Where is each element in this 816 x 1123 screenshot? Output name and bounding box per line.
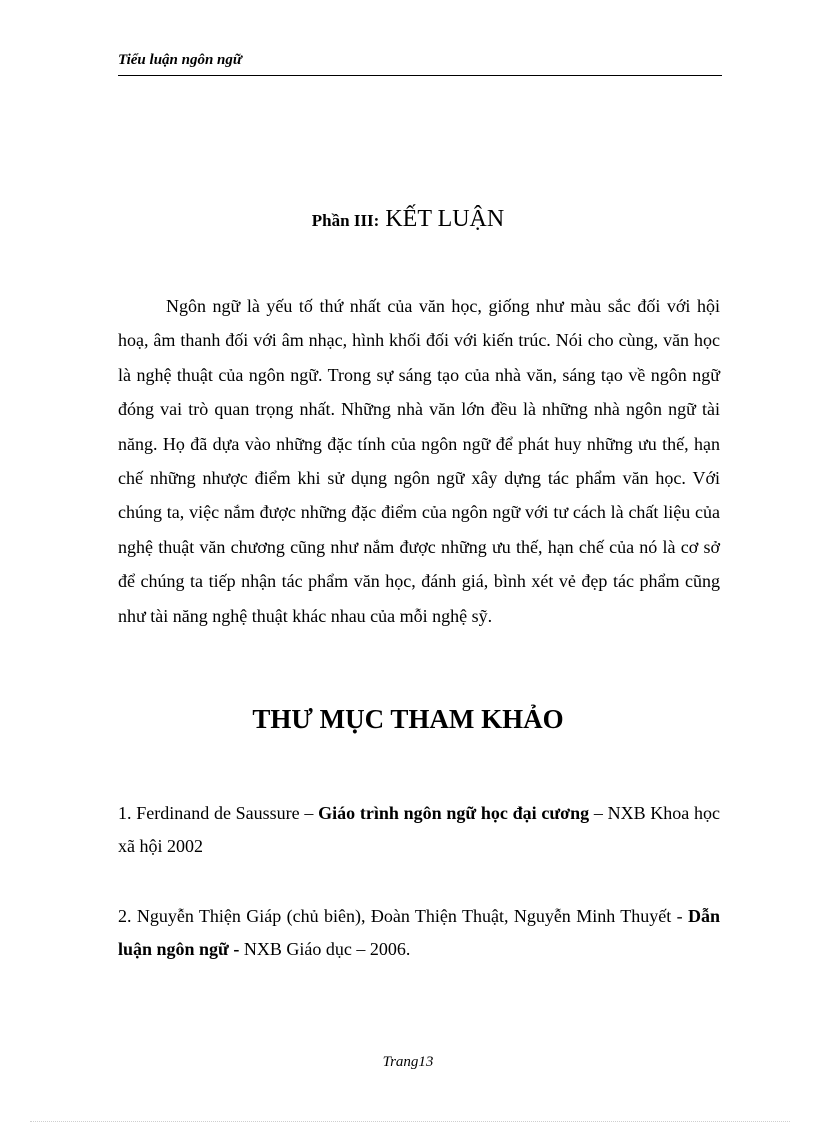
- page-edge-divider: [30, 1121, 790, 1122]
- section-title: KẾT LUẬN: [385, 206, 505, 232]
- page-number: Trang13: [382, 1054, 434, 1070]
- reference-work: Giáo trình ngôn ngữ học đại cương: [318, 803, 590, 823]
- header-title: Tiểu luận ngôn ngữ: [118, 52, 242, 68]
- reference-tail: NXB Giáo dục – 2006.: [239, 939, 411, 959]
- reference-lead: 1. Ferdinand de Saussure –: [118, 803, 319, 823]
- reference-work: Dẫn luận ngôn ngữ -: [118, 906, 720, 959]
- section-heading: [0, 206, 816, 233]
- running-header: [118, 52, 722, 76]
- bibliography-title: THƯ MỤC THAM KHẢO: [252, 704, 564, 734]
- conclusion-paragraph: Ngôn ngữ là yếu tố thứ nhất của văn học, giống như màu sắc đối với hội hoạ, âm thanh đối với âm nhạc, hình khối đối với kiến trúc. Nói cho cùng, văn học là nghệ thuật của ngôn ngữ. Trong sự sáng tạo của nhà văn, sáng tạo về ngôn ngữ đóng vai trò quan trọng nhất. Những nhà văn lớn đều là những nhà ngôn ngữ tài năng. Họ đã dựa vào những đặc tính của ngôn ngữ để phát huy những ưu thế, hạn chế những nhược điểm khi sử dụng ngôn ngữ xây dựng tác phẩm văn học. Với chúng ta, việc nắm được những đặc điểm của ngôn ngữ với tư cách là chất liệu của nghệ thuật văn chương cũng như nắm được những ưu thế, hạn chế của nó là cơ sở để chúng ta tiếp nhận tác phẩm văn học, đánh giá, bình xét vẻ đẹp tác phẩm cũng như tài năng nghệ thuật khác nhau của mỗi nghệ sỹ.: [118, 296, 720, 626]
- reference-item: [118, 797, 720, 863]
- section-prefix: Phần III:: [311, 211, 380, 230]
- reference-lead: 2. Nguyễn Thiện Giáp (chủ biên), Đoàn Thiện Thuật, Nguyễn Minh Thuyết -: [118, 906, 688, 926]
- reference-tail: – NXB Khoa học xã hội 2002: [118, 803, 721, 856]
- reference-item: [118, 900, 720, 966]
